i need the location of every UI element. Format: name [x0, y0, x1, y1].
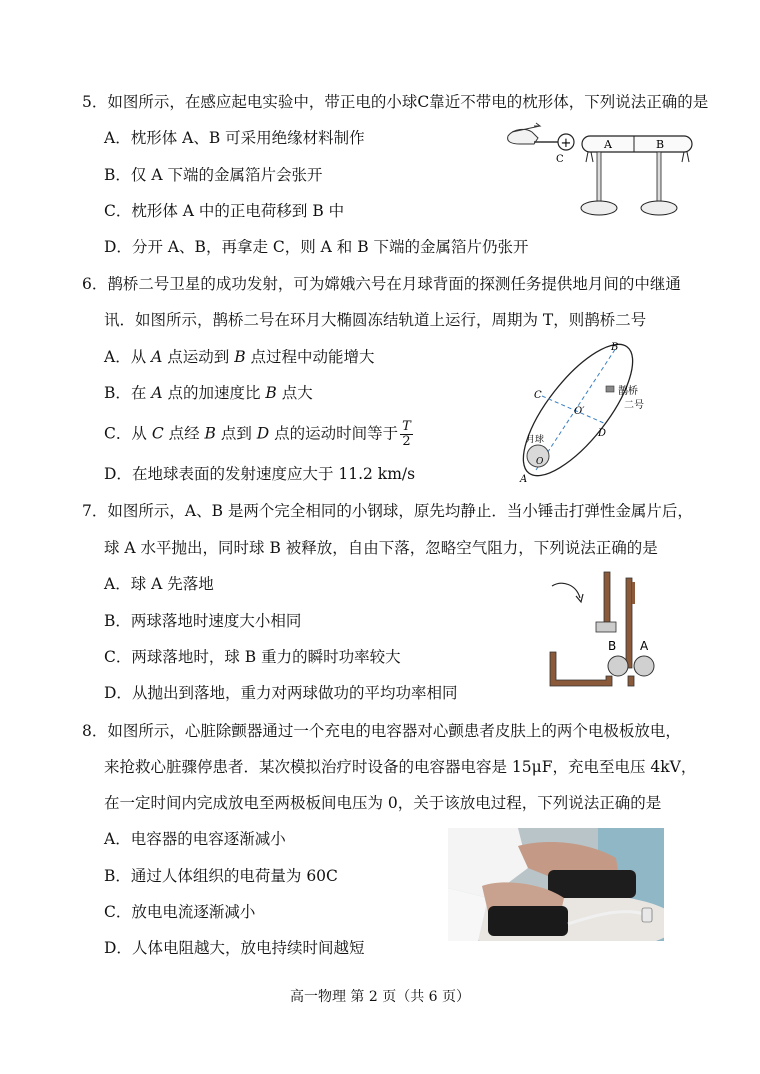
svg-text:A: A	[640, 639, 649, 653]
q5-stem: 5．如图所示，在感应起电实验中，带正电的小球C靠近不带电的枕形体，下列说法正确的是	[82, 93, 709, 111]
q7-figure-hammer	[546, 568, 672, 690]
svg-text:C: C	[534, 390, 542, 401]
q8-option-a: A．电容器的电容逐渐减小	[104, 830, 286, 848]
q8-stem-line2: 来抢救心脏骤停患者．某次模拟治疗时设备的电容器电容是 15μF，充电至电压 4kV，	[104, 758, 697, 776]
svg-text:B: B	[608, 639, 617, 653]
q6-option-b: B．在 A 点的加速度比 B 点大	[104, 384, 313, 402]
q5-option-c: C．枕形体 A 中的正电荷移到 B 中	[104, 202, 345, 220]
q6-option-c: C．从 C 点经 B 点到 D 点的运动时间等于 $\frac{T}{2}$	[104, 419, 411, 449]
svg-text:A: A	[520, 474, 528, 485]
q5-option-b: B．仅 A 下端的金属箔片会张开	[104, 166, 323, 184]
svg-text:二号: 二号	[624, 400, 644, 411]
q8-option-c: C．放电电流逐渐减小	[104, 903, 256, 921]
q7-option-c: C．两球落地时，球 B 重力的瞬时功率较大	[104, 648, 401, 666]
svg-text:B: B	[656, 138, 665, 151]
q8-option-d: D．人体电阻越大，放电持续时间越短	[104, 939, 365, 957]
q5-option-a: A．枕形体 A、B 可采用绝缘材料制作	[104, 129, 365, 147]
svg-text:O: O	[536, 457, 544, 467]
svg-text:C: C	[556, 154, 564, 165]
q6-figure-orbit	[512, 338, 672, 486]
q6-option-a: A．从 A 点运动到 B 点过程中动能增大	[104, 348, 375, 366]
q8-option-b: B．通过人体组织的电荷量为 60C	[104, 867, 338, 885]
q7-option-b: B．两球落地时速度大小相同	[104, 612, 302, 630]
q6-stem-line1: 6．鹊桥二号卫星的成功发射，可为嫦娥六号在月球背面的探测任务提供地月间的中继通	[82, 275, 681, 293]
svg-text:D: D	[598, 428, 607, 439]
svg-text:O′: O′	[574, 406, 585, 417]
q8-stem-line3: 在一定时间内完成放电至两极板间电压为 0，关于该放电过程，下列说法正确的是	[104, 794, 662, 812]
q7-stem-line2: 球 A 水平抛出，同时球 B 被释放，自由下落，忽略空气阻力，下列说法正确的是	[104, 539, 658, 557]
svg-text:B: B	[611, 342, 619, 353]
page-footer: 高一物理 第 2 页（共 6 页）	[289, 989, 471, 1005]
svg-text:月球: 月球	[526, 435, 545, 445]
q6-stem-line2: 讯．如图所示，鹊桥二号在环月大椭圆冻结轨道上运行，周期为 T，则鹊桥二号	[104, 311, 647, 329]
fraction-t-over-2: $\frac{T}{2}$	[402, 419, 411, 449]
q7-option-a: A．球 A 先落地	[104, 575, 214, 593]
q5-figure-induction	[500, 118, 700, 222]
q6-option-d: D．在地球表面的发射速度应大于 11.2 km/s	[104, 465, 416, 483]
svg-text:+: +	[560, 136, 572, 151]
q7-stem-line1: 7．如图所示，A、B 是两个完全相同的小钢球，原先均静止．当小锤击打弹性金属片后，	[82, 502, 693, 520]
q5-option-d: D．分开 A、B，再拿走 C，则 A 和 B 下端的金属箔片仍张开	[104, 238, 529, 256]
q7-option-d: D．从抛出到落地，重力对两球做功的平均功率相同	[104, 684, 458, 702]
svg-text:鹊桥: 鹊桥	[618, 386, 638, 397]
q8-stem-line1: 8．如图所示，心脏除颤器通过一个充电的电容器对心颤患者皮肤上的两个电极板放电，	[82, 722, 681, 740]
svg-text:A: A	[604, 138, 612, 151]
q8-figure-defibrillator-photo	[448, 828, 664, 941]
